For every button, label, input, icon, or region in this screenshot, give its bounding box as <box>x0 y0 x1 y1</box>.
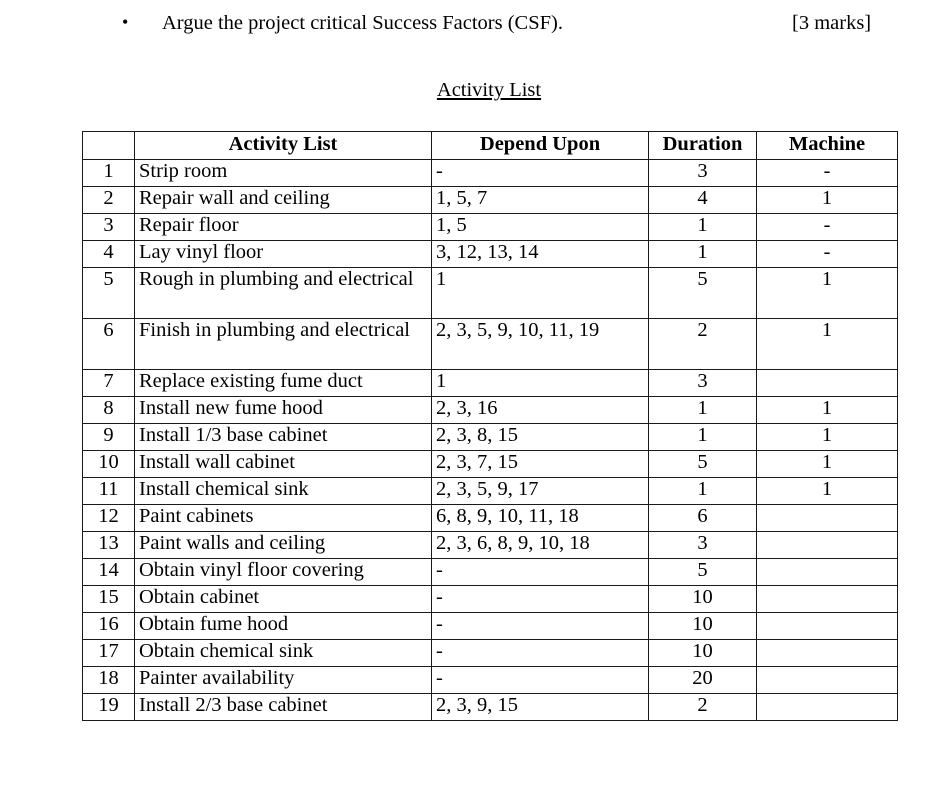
cell-duration: 20 <box>649 667 757 694</box>
cell-duration: 1 <box>649 397 757 424</box>
cell-activity: Lay vinyl floor <box>135 241 432 268</box>
cell-number: 8 <box>83 397 135 424</box>
table-row <box>83 478 898 505</box>
question-item <box>0 10 947 42</box>
cell-duration: 5 <box>649 559 757 586</box>
cell-activity: Install new fume hood <box>135 397 432 424</box>
cell-number: 16 <box>83 613 135 640</box>
cell-depend-upon: - <box>432 160 649 187</box>
cell-machine: 1 <box>757 397 898 424</box>
table-row <box>83 532 898 559</box>
table-row <box>83 559 898 586</box>
cell-depend-upon: - <box>432 559 649 586</box>
cell-duration: 3 <box>649 370 757 397</box>
cell-depend-upon: 3, 12, 13, 14 <box>432 241 649 268</box>
cell-activity: Obtain fume hood <box>135 613 432 640</box>
cell-number: 1 <box>83 160 135 187</box>
cell-number: 12 <box>83 505 135 532</box>
cell-duration: 4 <box>649 187 757 214</box>
cell-depend-upon: 2, 3, 6, 8, 9, 10, 18 <box>432 532 649 559</box>
cell-machine <box>757 640 898 667</box>
cell-depend-upon: 1, 5, 7 <box>432 187 649 214</box>
cell-number: 19 <box>83 694 135 721</box>
activity-table <box>82 131 898 721</box>
cell-machine: 1 <box>757 268 898 319</box>
cell-number: 18 <box>83 667 135 694</box>
cell-activity: Replace existing fume duct <box>135 370 432 397</box>
cell-number: 2 <box>83 187 135 214</box>
cell-duration: 1 <box>649 214 757 241</box>
section-title: Activity List <box>436 79 542 101</box>
cell-depend-upon: 1 <box>432 268 649 319</box>
cell-activity: Rough in plumbing and electrical <box>135 268 432 319</box>
cell-activity: Strip room <box>135 160 432 187</box>
table-row <box>83 451 898 478</box>
table-row <box>83 319 898 370</box>
cell-number: 15 <box>83 586 135 613</box>
header-depend-upon: Depend Upon <box>432 132 649 160</box>
table-row <box>83 187 898 214</box>
table-row <box>83 640 898 667</box>
cell-depend-upon: 1 <box>432 370 649 397</box>
cell-depend-upon: - <box>432 667 649 694</box>
table-row <box>83 397 898 424</box>
header-number <box>83 132 135 160</box>
table-row <box>83 613 898 640</box>
cell-machine <box>757 532 898 559</box>
cell-depend-upon: 6, 8, 9, 10, 11, 18 <box>432 505 649 532</box>
cell-machine <box>757 586 898 613</box>
cell-number: 6 <box>83 319 135 370</box>
cell-depend-upon: - <box>432 613 649 640</box>
cell-duration: 2 <box>649 319 757 370</box>
cell-duration: 3 <box>649 160 757 187</box>
cell-activity: Paint walls and ceiling <box>135 532 432 559</box>
question-text: Argue the project critical Success Factors (CSF). <box>162 12 563 34</box>
cell-depend-upon: 2, 3, 8, 15 <box>432 424 649 451</box>
cell-depend-upon: 1, 5 <box>432 214 649 241</box>
table-row <box>83 424 898 451</box>
cell-number: 5 <box>83 268 135 319</box>
table-header-row <box>83 132 898 160</box>
cell-activity: Repair wall and ceiling <box>135 187 432 214</box>
cell-machine: - <box>757 160 898 187</box>
header-machine: Machine <box>757 132 898 160</box>
table-row <box>83 214 898 241</box>
table-row <box>83 694 898 721</box>
cell-depend-upon: 2, 3, 16 <box>432 397 649 424</box>
marks-label: [3 marks] <box>792 12 872 34</box>
table-row <box>83 505 898 532</box>
cell-machine <box>757 505 898 532</box>
cell-number: 4 <box>83 241 135 268</box>
cell-activity: Install wall cabinet <box>135 451 432 478</box>
cell-machine: - <box>757 241 898 268</box>
cell-machine: 1 <box>757 319 898 370</box>
cell-activity: Obtain chemical sink <box>135 640 432 667</box>
table-row <box>83 370 898 397</box>
cell-duration: 2 <box>649 694 757 721</box>
cell-machine: 1 <box>757 424 898 451</box>
cell-duration: 1 <box>649 241 757 268</box>
cell-duration: 3 <box>649 532 757 559</box>
cell-duration: 10 <box>649 586 757 613</box>
cell-depend-upon: 2, 3, 9, 15 <box>432 694 649 721</box>
cell-depend-upon: - <box>432 640 649 667</box>
cell-machine <box>757 559 898 586</box>
cell-number: 9 <box>83 424 135 451</box>
cell-duration: 10 <box>649 613 757 640</box>
cell-number: 11 <box>83 478 135 505</box>
cell-depend-upon: 2, 3, 5, 9, 10, 11, 19 <box>432 319 649 370</box>
cell-machine: - <box>757 214 898 241</box>
cell-depend-upon: - <box>432 586 649 613</box>
cell-machine <box>757 613 898 640</box>
header-activity: Activity List <box>135 132 432 160</box>
cell-number: 14 <box>83 559 135 586</box>
header-duration: Duration <box>649 132 757 160</box>
cell-activity: Install chemical sink <box>135 478 432 505</box>
cell-activity: Obtain vinyl floor covering <box>135 559 432 586</box>
cell-activity: Repair floor <box>135 214 432 241</box>
cell-machine <box>757 667 898 694</box>
cell-number: 10 <box>83 451 135 478</box>
cell-activity: Install 1/3 base cabinet <box>135 424 432 451</box>
cell-duration: 10 <box>649 640 757 667</box>
table-row <box>83 667 898 694</box>
table-row <box>83 586 898 613</box>
cell-number: 7 <box>83 370 135 397</box>
cell-duration: 6 <box>649 505 757 532</box>
cell-duration: 1 <box>649 478 757 505</box>
table-row <box>83 241 898 268</box>
cell-depend-upon: 2, 3, 5, 9, 17 <box>432 478 649 505</box>
cell-activity: Obtain cabinet <box>135 586 432 613</box>
cell-machine <box>757 694 898 721</box>
cell-machine: 1 <box>757 478 898 505</box>
cell-machine: 1 <box>757 451 898 478</box>
bullet-icon: • <box>122 12 129 32</box>
table-row <box>83 268 898 319</box>
cell-activity: Painter availability <box>135 667 432 694</box>
cell-activity: Install 2/3 base cabinet <box>135 694 432 721</box>
cell-activity: Finish in plumbing and electrical <box>135 319 432 370</box>
cell-duration: 5 <box>649 451 757 478</box>
cell-duration: 1 <box>649 424 757 451</box>
cell-number: 17 <box>83 640 135 667</box>
cell-number: 13 <box>83 532 135 559</box>
cell-activity: Paint cabinets <box>135 505 432 532</box>
cell-machine: 1 <box>757 187 898 214</box>
cell-number: 3 <box>83 214 135 241</box>
table-row <box>83 160 898 187</box>
cell-duration: 5 <box>649 268 757 319</box>
cell-depend-upon: 2, 3, 7, 15 <box>432 451 649 478</box>
cell-machine <box>757 370 898 397</box>
